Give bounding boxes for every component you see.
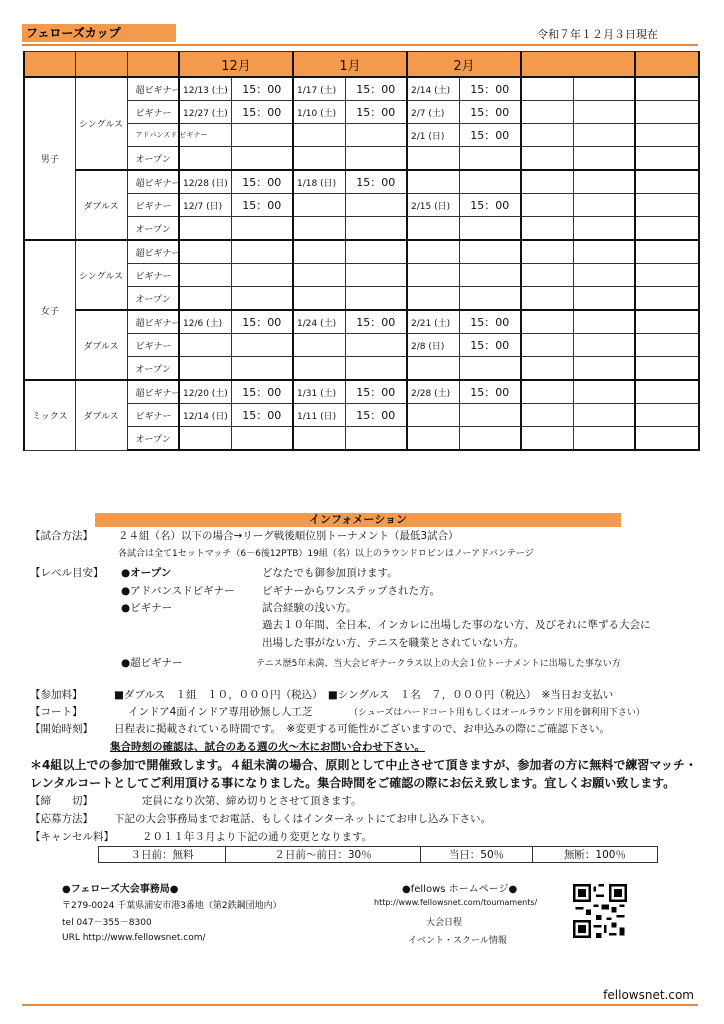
table-row — [24, 310, 699, 334]
group-women: 女子 — [24, 240, 75, 380]
link-events[interactable]: イベント・スクール情報 — [408, 936, 507, 946]
date-cell: 12/13 (土) — [179, 77, 231, 101]
date-cell — [293, 124, 345, 147]
level-open-desc: どなたでも御参加頂けます。 — [262, 567, 398, 579]
empty-cell — [573, 147, 635, 171]
time-cell — [345, 334, 407, 357]
empty-cell — [573, 170, 635, 194]
empty-cell — [521, 357, 573, 381]
info-title: インフォメーション — [95, 513, 621, 527]
class-label: ビギナー — [127, 334, 179, 357]
time-cell — [345, 287, 407, 311]
table-row — [24, 170, 699, 194]
match-format: ２４組（名）以下の場合→リーグ戦後順位別トーナメント（最低3試合） — [118, 530, 459, 542]
class-label: ビギナー — [127, 101, 179, 124]
date-cell — [407, 264, 459, 287]
table-row — [24, 77, 699, 101]
time-cell: 15：00 — [231, 194, 293, 217]
schedule-table — [23, 51, 700, 451]
date-cell: 2/21 (土) — [407, 310, 459, 334]
deadline: 定員になり次第、締め切りとさせて頂きます。 — [142, 795, 362, 807]
time-cell: 15：00 — [231, 170, 293, 194]
class-label: 超ビギナー — [127, 77, 179, 101]
date-cell — [179, 147, 231, 171]
month-header: 2月 — [407, 52, 521, 78]
label-start-time: 【開始時刻】 — [30, 723, 93, 735]
class-label: オープン — [127, 217, 179, 241]
class-label: 超ビギナー — [127, 310, 179, 334]
time-cell: 15：00 — [459, 124, 521, 147]
class-label: ビギナー — [127, 194, 179, 217]
class-label: オープン — [127, 357, 179, 381]
office-title: ●フェローズ大会事務局● — [62, 884, 179, 895]
date-cell: 2/8 (日) — [407, 334, 459, 357]
time-cell — [459, 147, 521, 171]
date-cell: 2/28 (土) — [407, 380, 459, 404]
date-cell — [293, 287, 345, 311]
empty-cell — [521, 240, 573, 264]
date-cell: 1/11 (日) — [293, 404, 345, 427]
cancel-fee-table — [98, 846, 658, 863]
office-address: 〒279-0024 千葉県浦安市港3番地（第2鉄鋼団地内） — [62, 901, 282, 911]
date-cell — [407, 427, 459, 451]
time-cell: 15：00 — [459, 101, 521, 124]
date-cell — [293, 194, 345, 217]
date-cell: 1/24 (土) — [293, 310, 345, 334]
date-cell — [407, 404, 459, 427]
empty-cell — [521, 334, 573, 357]
date-cell: 2/1 (日) — [407, 124, 459, 147]
empty-cell — [521, 310, 573, 334]
empty-cell — [573, 77, 635, 101]
class-label: 超ビギナー — [127, 380, 179, 404]
empty-cell — [521, 287, 573, 311]
label-apply: 【応募方法】 — [30, 813, 93, 825]
time-cell: 15：00 — [231, 310, 293, 334]
time-cell: 15：00 — [345, 310, 407, 334]
date-cell: 12/7 (日) — [179, 194, 231, 217]
date-cell: 1/17 (土) — [293, 77, 345, 101]
time-cell — [459, 240, 521, 264]
event-singles: シングルス — [75, 240, 127, 310]
fee: ■ダブルス １組 １０，０００円（税込） ■シングルス １名 ７，０００円（税込） ※当日お支払い — [114, 689, 614, 701]
empty-cell — [573, 124, 635, 147]
date-cell — [293, 357, 345, 381]
date-cell — [179, 427, 231, 451]
date-cell — [179, 287, 231, 311]
empty-cell — [521, 404, 573, 427]
month-header: 12月 — [179, 52, 293, 78]
apply: 下記の大会事務局までお電話、もしくはインターネットにてお申し込み下さい。 — [114, 813, 492, 825]
qr-code-icon — [573, 884, 627, 938]
date-cell — [293, 217, 345, 241]
office-url: URL http://www.fellowsnet.com/ — [62, 933, 206, 943]
date-cell: 12/20 (土) — [179, 380, 231, 404]
time-cell — [459, 287, 521, 311]
event-doubles: ダブルス — [75, 310, 127, 380]
empty-cell — [635, 194, 699, 217]
date-cell: 2/14 (土) — [407, 77, 459, 101]
event-singles: シングルス — [75, 77, 127, 170]
cancel-cell: ２日前～前日：30％ — [225, 847, 420, 863]
match-rules: 各試合は全て1セットマッチ（6－6後12PTB）19組（名）以上のラウンドロビンはノーアドバンテージ — [118, 549, 534, 559]
date-cell: 1/31 (土) — [293, 380, 345, 404]
month-header: 1月 — [293, 52, 407, 78]
time-cell: 15：00 — [231, 380, 293, 404]
date-cell — [179, 240, 231, 264]
time-cell: 15：00 — [231, 404, 293, 427]
empty-cell — [521, 124, 573, 147]
notice-line-1: ＊4組以上での参加で開催致します。４組未満の場合、原則として中止させて頂きますが、参加者の方に無料で練習マッチ・ — [30, 758, 697, 772]
time-cell: 15：00 — [459, 310, 521, 334]
empty-cell — [573, 101, 635, 124]
empty-cell — [573, 240, 635, 264]
date-cell: 2/15 (日) — [407, 194, 459, 217]
empty-cell — [635, 427, 699, 451]
empty-cell — [573, 287, 635, 311]
date-cell — [293, 240, 345, 264]
empty-cell — [635, 240, 699, 264]
event-doubles: ダブルス — [75, 380, 127, 450]
label-cancel: 【キャンセル料】 — [30, 831, 114, 843]
start-time: 日程表に掲載されている時間です。 ※変更する可能性がございますので、お申込みの際にご確認下さい。 — [114, 723, 610, 735]
time-cell — [345, 147, 407, 171]
empty-cell — [573, 217, 635, 241]
date-cell — [179, 264, 231, 287]
level-open: ●オープン — [121, 567, 172, 579]
date-cell: 12/6 (土) — [179, 310, 231, 334]
header-bar — [22, 24, 698, 46]
class-label: ビギナー — [127, 404, 179, 427]
level-advanced-desc: ビギナーからワンステップされた方。 — [262, 585, 440, 597]
time-cell: 15：00 — [345, 170, 407, 194]
empty-cell — [521, 427, 573, 451]
empty-cell — [521, 264, 573, 287]
level-super-desc: テニス歴5年未満、当大会ビギナークラス以上の大会１位トーナメントに出場した事ない方 — [256, 659, 621, 669]
empty-cell — [635, 147, 699, 171]
empty-cell — [635, 217, 699, 241]
event-doubles: ダブルス — [75, 170, 127, 240]
time-cell — [345, 427, 407, 451]
date-cell — [407, 357, 459, 381]
date-cell — [407, 170, 459, 194]
label-court: 【コート】 — [30, 706, 83, 718]
empty-cell — [573, 380, 635, 404]
level-advanced: ●アドバンスドビギナー — [121, 585, 235, 597]
date-cell — [293, 427, 345, 451]
empty-cell — [635, 334, 699, 357]
empty-cell — [635, 404, 699, 427]
class-label: 超ビギナー — [127, 240, 179, 264]
time-cell — [459, 217, 521, 241]
time-cell — [231, 427, 293, 451]
empty-cell — [573, 194, 635, 217]
date-cell — [179, 217, 231, 241]
date-cell — [293, 147, 345, 171]
empty-cell — [635, 357, 699, 381]
court-note: （シューズはハードコート用もしくはオールラウンド用を御利用下さい） — [349, 708, 645, 718]
empty-cell — [521, 217, 573, 241]
homepage-title: ●fellows ホームページ● — [402, 884, 518, 895]
empty-cell — [635, 310, 699, 334]
class-label: ビギナー — [127, 264, 179, 287]
time-cell: 15：00 — [459, 77, 521, 101]
date-cell — [179, 334, 231, 357]
empty-cell — [635, 264, 699, 287]
date-cell — [407, 240, 459, 264]
date-cell: 1/10 (土) — [293, 101, 345, 124]
level-beginner: ●ビギナー — [121, 602, 173, 614]
empty-cell — [521, 101, 573, 124]
time-cell — [231, 287, 293, 311]
cancel: ２０１１年３月より下記の通り変更となります。 — [142, 831, 373, 843]
page-title: フェローズカップ — [22, 24, 176, 42]
date-cell: 12/28 (日) — [179, 170, 231, 194]
label-match-format: 【試合方法】 — [30, 530, 93, 542]
date-cell — [407, 147, 459, 171]
time-cell: 15：00 — [345, 404, 407, 427]
date-cell — [293, 264, 345, 287]
time-cell — [345, 124, 407, 147]
cancel-cell: 無断：100％ — [532, 847, 657, 863]
level-beginner-desc-3: 出場した事がない方、テニスを職業とされていない方。 — [262, 637, 525, 649]
empty-cell — [573, 334, 635, 357]
time-cell: 15：00 — [459, 194, 521, 217]
assembly-note: 集合時刻の確認は、試合のある週の火～木にお問い合わせ下さい。 — [110, 741, 425, 753]
time-cell: 15：00 — [345, 101, 407, 124]
table-row — [24, 380, 699, 404]
date-cell: 12/27 (土) — [179, 101, 231, 124]
time-cell — [459, 264, 521, 287]
empty-cell — [521, 380, 573, 404]
time-cell — [231, 264, 293, 287]
class-label: オープン — [127, 147, 179, 171]
empty-cell — [573, 357, 635, 381]
time-cell: 15：00 — [231, 101, 293, 124]
time-cell — [345, 217, 407, 241]
empty-cell — [573, 264, 635, 287]
time-cell — [231, 217, 293, 241]
group-mix: ミックス — [24, 380, 75, 450]
group-men: 男子 — [24, 77, 75, 240]
notice-line-2: レンタルコートとしてご利用頂ける事になりました。集合時間をご確認の際にお伝え致します。宜しくお願い致します。 — [30, 776, 676, 790]
class-label: オープン — [127, 427, 179, 451]
homepage-url: http://www.fellowsnet.com/tournaments/ — [374, 898, 538, 907]
cancel-cell: 当日：50％ — [421, 847, 533, 863]
time-cell — [231, 334, 293, 357]
empty-cell — [521, 77, 573, 101]
level-beginner-desc-2: 過去１０年間、全日本、インカレに出場した事のない方、及びそれに準ずる大会に — [262, 619, 651, 631]
empty-cell — [635, 101, 699, 124]
empty-cell — [635, 287, 699, 311]
time-cell — [231, 124, 293, 147]
time-cell: 15：00 — [345, 77, 407, 101]
time-cell — [231, 357, 293, 381]
empty-cell — [635, 124, 699, 147]
as-of-date: 令和７年１２月３日現在 — [537, 28, 658, 41]
empty-cell — [521, 194, 573, 217]
time-cell — [345, 357, 407, 381]
time-cell: 15：00 — [231, 77, 293, 101]
empty-cell — [521, 147, 573, 171]
empty-cell — [573, 404, 635, 427]
link-schedule[interactable]: 大会日程 — [426, 918, 463, 928]
date-cell: 1/18 (日) — [293, 170, 345, 194]
time-cell: 15：00 — [345, 380, 407, 404]
date-cell: 12/14 (日) — [179, 404, 231, 427]
date-cell — [407, 217, 459, 241]
time-cell — [345, 194, 407, 217]
empty-cell — [635, 77, 699, 101]
month-header-row — [24, 52, 699, 78]
level-super: ●超ビギナー — [121, 657, 183, 669]
office-tel: tel 047－355－8300 — [62, 918, 152, 928]
footer-divider — [22, 1004, 698, 1006]
class-label: オープン — [127, 287, 179, 311]
time-cell: 15：00 — [459, 334, 521, 357]
date-cell: 2/7 (土) — [407, 101, 459, 124]
class-label: アドバンスド ビギナー — [127, 124, 179, 147]
class-label: 超ビギナー — [127, 170, 179, 194]
court: インドア4面インドア専用砂無し人工芝 — [128, 706, 313, 718]
time-cell — [345, 240, 407, 264]
label-fee: 【参加料】 — [30, 689, 83, 701]
time-cell — [459, 357, 521, 381]
time-cell — [231, 147, 293, 171]
empty-cell — [635, 380, 699, 404]
date-cell — [407, 287, 459, 311]
time-cell — [231, 240, 293, 264]
time-cell: 15：00 — [459, 380, 521, 404]
time-cell — [459, 170, 521, 194]
empty-cell — [573, 427, 635, 451]
time-cell — [459, 427, 521, 451]
cancel-cell: ３日前：無料 — [99, 847, 226, 863]
site-name: fellowsnet.com — [603, 988, 694, 1002]
empty-cell — [635, 170, 699, 194]
time-cell — [459, 404, 521, 427]
level-beginner-desc: 試合経験の浅い方。 — [262, 602, 357, 614]
empty-cell — [573, 310, 635, 334]
date-cell — [179, 357, 231, 381]
date-cell — [293, 334, 345, 357]
empty-cell — [521, 170, 573, 194]
time-cell — [345, 264, 407, 287]
label-deadline: 【締 切】 — [30, 795, 93, 807]
table-row — [24, 240, 699, 264]
label-level: 【レベル目安】 — [30, 567, 104, 579]
